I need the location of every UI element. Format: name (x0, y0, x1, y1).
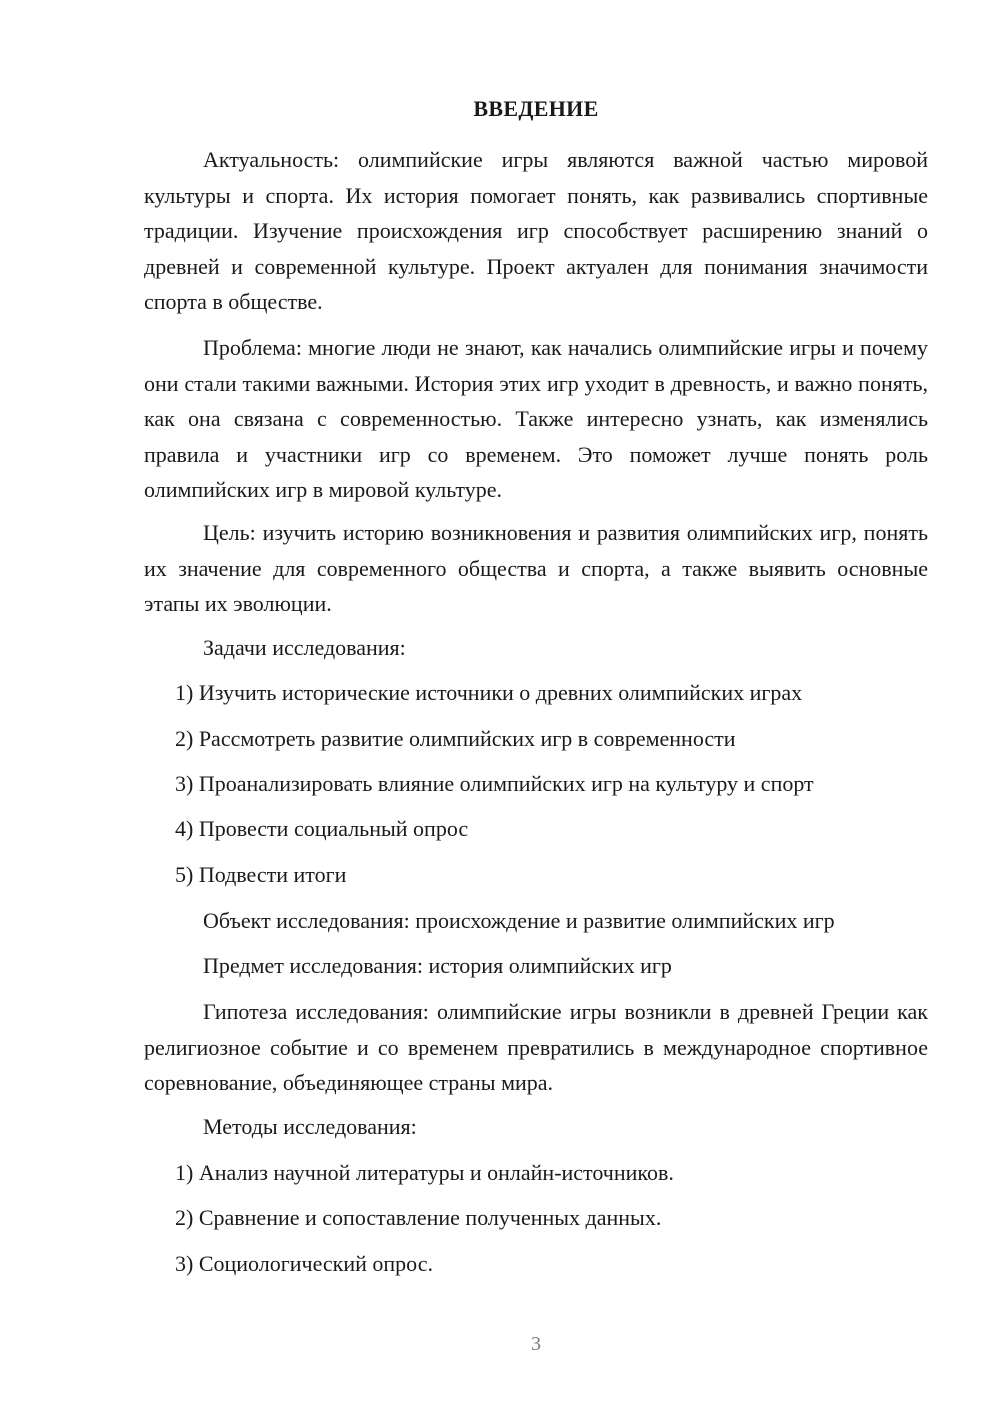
task-item: 3) Проанализировать влияние олимпийских игр на культуру и спорт (175, 771, 814, 796)
problem-text: Проблема: многие люди не знают, как начались олимпийские игры и почему они стали такими важными. История этих игр уходит в древность, и важно понять, как она связана с современностью. Также интересно узнать, как изменялись правила и участники игр со временем. Это поможет лучше понять роль олимпийских игр в мировой культуре. (144, 335, 928, 502)
method-item: 2) Сравнение и сопоставление полученных данных. (175, 1205, 662, 1230)
goal-text: Цель: изучить историю возникновения и развития олимпийских игр, понять их значение для современного общества и спорта, а также выявить основные этапы их эволюции. (144, 520, 928, 616)
methods-title: Методы исследования: (203, 1114, 417, 1139)
page-heading: ВВЕДЕНИЕ (473, 96, 599, 121)
relevance-text: Актуальность: олимпийские игры являются важной частью мировой культуры и спорта. Их история помогает понять, как развивались спортивные традиции. Изучение происхождения игр способствует расширению знаний о древней и современной культуре. Проект актуален для понимания значимости спорта в обществе. (144, 147, 928, 314)
task-item: 4) Провести социальный опрос (175, 816, 469, 841)
tasks-title: Задачи исследования: (203, 635, 406, 660)
subject-line: Предмет исследования: история олимпийских игр (203, 953, 672, 978)
task-item: 5) Подвести итоги (175, 862, 347, 887)
goal-paragraph (144, 515, 928, 622)
task-item: 1) Изучить исторические источники о древних олимпийских играх (175, 680, 803, 705)
problem-paragraph (144, 330, 928, 508)
hypothesis-paragraph (144, 994, 928, 1101)
method-item: 1) Анализ научной литературы и онлайн-источников. (175, 1160, 674, 1185)
page-number: 3 (531, 1333, 541, 1355)
method-item: 3) Социологический опрос. (175, 1251, 433, 1276)
hypothesis-text: Гипотеза исследования: олимпийские игры возникли в древней Греции как религиозное событие и со временем превратились в международное спортивное соревнование, объединяющее страны мира. (144, 999, 928, 1095)
task-item: 2) Рассмотреть развитие олимпийских игр в современности (175, 726, 736, 751)
object-line: Объект исследования: происхождение и развитие олимпийских игр (203, 908, 835, 933)
relevance-paragraph (144, 142, 928, 320)
